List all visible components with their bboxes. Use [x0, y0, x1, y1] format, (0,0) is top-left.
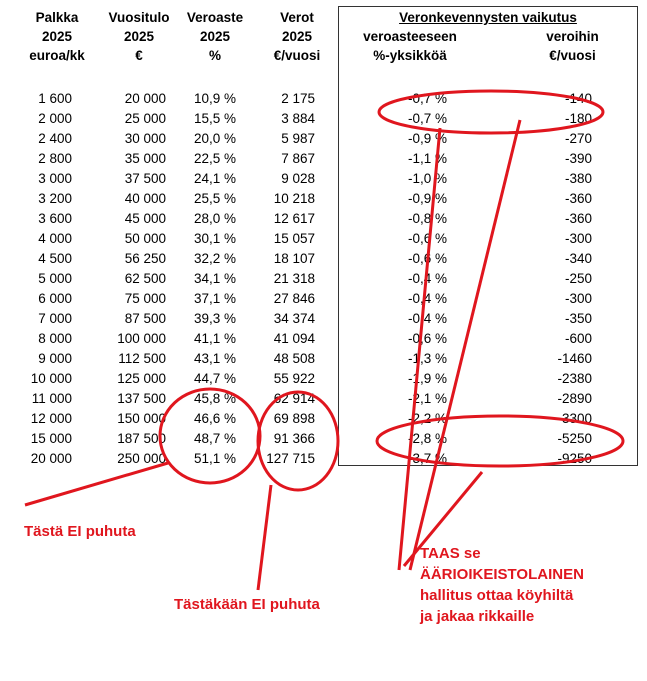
table-cell: 3 884	[281, 111, 315, 126]
table-cell: 125 000	[117, 371, 166, 386]
table-cell: -1460	[557, 351, 592, 366]
column-header: Veroaste	[186, 10, 244, 25]
table-cell: -9250	[557, 451, 592, 466]
table-cell: -0,9 %	[407, 191, 447, 206]
arrow-line-3	[399, 128, 440, 570]
table-cell: -0,4 %	[407, 271, 447, 286]
table-cell: 2 000	[38, 111, 72, 126]
table-cell: 40 000	[124, 191, 166, 206]
table-cell: 75 000	[124, 291, 166, 306]
table-cell: 56 250	[124, 251, 166, 266]
table-cell: 87 500	[124, 311, 166, 326]
table-cell: 44,7 %	[193, 371, 236, 386]
table-cell: 25 000	[124, 111, 166, 126]
table-cell: 187 500	[117, 431, 166, 446]
table-cell: 91 366	[273, 431, 315, 446]
table-cell: 21 318	[273, 271, 315, 286]
table-cell: -0,7 %	[407, 111, 447, 126]
table-cell: 24,1 %	[193, 171, 236, 186]
table-cell: -300	[564, 291, 592, 306]
column-header: 2025	[123, 29, 155, 44]
column-header: 2025	[41, 29, 73, 44]
table-cell: 2 400	[38, 131, 72, 146]
table-cell: 48,7 %	[193, 431, 236, 446]
table-cell: 62 500	[124, 271, 166, 286]
table-cell: 46,6 %	[193, 411, 236, 426]
table-cell: 55 922	[273, 371, 315, 386]
box-column-header: veroasteeseen	[363, 29, 457, 44]
table-cell: -270	[564, 131, 592, 146]
table-cell: -0,7 %	[407, 91, 447, 106]
table-cell: -300	[564, 231, 592, 246]
column-header: €	[135, 48, 143, 63]
table-cell: 100 000	[117, 331, 166, 346]
table-cell: -380	[564, 171, 592, 186]
table-cell: 11 000	[31, 391, 72, 406]
table-cell: 15 057	[273, 231, 315, 246]
table-cell: -1,0 %	[407, 171, 447, 186]
table-cell: 2 175	[281, 91, 315, 106]
annotation-not-discussed: Tästä EI puhuta	[24, 523, 136, 540]
table-cell: -3,7 %	[407, 451, 447, 466]
table-cell: 7 000	[38, 311, 72, 326]
table-cell: -5250	[557, 431, 592, 446]
table-cell: 15 000	[30, 431, 72, 446]
table-cell: 32,2 %	[193, 251, 236, 266]
annotation-line: hallitus ottaa köyhiltä	[420, 587, 574, 604]
table-cell: 51,1 %	[193, 451, 236, 466]
table-cell: 45 000	[124, 211, 166, 226]
table-cell: 4 500	[38, 251, 72, 266]
table-cell: 9 028	[281, 171, 315, 186]
table-cell: 20 000	[124, 91, 166, 106]
table-cell: 45,8 %	[193, 391, 236, 406]
table-cell: 41,1 %	[193, 331, 236, 346]
table-cell: 250 000	[117, 451, 166, 466]
table-cell: -2,2 %	[407, 411, 447, 426]
table-cell: -390	[564, 151, 592, 166]
table-cell: -360	[564, 191, 592, 206]
table-cell: 22,5 %	[193, 151, 236, 166]
table-cell: -140	[564, 91, 592, 106]
table-cell: 34 374	[273, 311, 315, 326]
table-cell: -0,6 %	[407, 231, 447, 246]
table-cell: 127 715	[266, 451, 315, 466]
table-cell: 4 000	[38, 231, 72, 246]
table-cell: -0,8 %	[407, 211, 447, 226]
table-cell: -600	[564, 331, 592, 346]
circle-verot-high	[258, 392, 338, 490]
annotation-not-discussed-either: Tästäkään EI puhuta	[174, 596, 320, 613]
column-header: euroa/kk	[29, 48, 85, 63]
table-cell: 37 500	[124, 171, 166, 186]
box-title: Veronkevennysten vaikutus	[399, 10, 577, 25]
table-cell: 137 500	[117, 391, 166, 406]
column-header: Vuositulo	[108, 10, 170, 25]
box-column-header: %-yksikköä	[373, 48, 447, 63]
table-cell: -180	[564, 111, 592, 126]
annotation-government-claim	[420, 543, 584, 627]
column-header: 2025	[199, 29, 231, 44]
column-header: Verot	[280, 10, 314, 25]
arrow-line-2	[258, 485, 271, 590]
table-cell: -2,8 %	[407, 431, 447, 446]
table-cell: 15,5 %	[193, 111, 236, 126]
table-cell: 2 800	[38, 151, 72, 166]
table-cell: 30 000	[124, 131, 166, 146]
annotation-line: ja jakaa rikkaille	[420, 608, 535, 625]
table-cell: 5 987	[281, 131, 315, 146]
table-cell: 35 000	[124, 151, 166, 166]
column-header: Palkka	[35, 10, 79, 25]
table-cell: 3 200	[38, 191, 72, 206]
box-column-header: €/vuosi	[549, 48, 596, 63]
circle-rows-1-2	[379, 91, 603, 133]
table-cell: 34,1 %	[193, 271, 236, 286]
column-header: 2025	[281, 29, 313, 44]
table-cell: 69 898	[273, 411, 315, 426]
table-cell: -1,9 %	[407, 371, 447, 386]
table-cell: 41 094	[273, 331, 315, 346]
table-cell: -3300	[557, 411, 592, 426]
arrow-line-1	[25, 463, 168, 505]
arrow-line-4	[410, 120, 520, 570]
table-cell: 5 000	[38, 271, 72, 286]
table-cell: 10 000	[30, 371, 72, 386]
table-cell: 43,1 %	[193, 351, 236, 366]
column-header: %	[208, 48, 221, 63]
table-cell: -0,6 %	[407, 331, 447, 346]
table-cell: -1,3 %	[407, 351, 447, 366]
circle-veroaste-high	[160, 389, 260, 483]
table-cell: -0,4 %	[407, 291, 447, 306]
table-cell: 7 867	[281, 151, 315, 166]
table-cell: 9 000	[38, 351, 72, 366]
table-cell: 8 000	[38, 331, 72, 346]
table-cell: 10 218	[273, 191, 315, 206]
table-cell: -250	[564, 271, 592, 286]
table-cell: 48 508	[273, 351, 315, 366]
table-cell: 25,5 %	[193, 191, 236, 206]
table-cell: 3 600	[38, 211, 72, 226]
table-cell: 20 000	[30, 451, 72, 466]
table-cell: -0,6 %	[407, 251, 447, 266]
table-cell: 28,0 %	[193, 211, 236, 226]
table-cell: 12 000	[30, 411, 72, 426]
table-cell: -2890	[557, 391, 592, 406]
table-cell: 3 000	[38, 171, 72, 186]
box-column-header: veroihin	[546, 29, 599, 44]
table-cell: -360	[564, 211, 592, 226]
table-cell: 112 500	[118, 351, 166, 366]
table-cell: -2380	[557, 371, 592, 386]
table-cell: 1 600	[38, 91, 72, 106]
table-cell: 62 914	[273, 391, 315, 406]
table-cell: 10,9 %	[193, 91, 236, 106]
table-cell: -0,4 %	[407, 311, 447, 326]
table-cell: -0,9 %	[407, 131, 447, 146]
table-cell: -350	[564, 311, 592, 326]
table-cell: -2,1 %	[407, 391, 447, 406]
table-cell: 39,3 %	[193, 311, 236, 326]
annotation-line: TAAS se	[420, 545, 481, 562]
table-cell: 20,0 %	[193, 131, 236, 146]
column-header: €/vuosi	[273, 48, 321, 63]
table-cell: 27 846	[273, 291, 315, 306]
table-cell: 150 000	[117, 411, 166, 426]
table-cell: 6 000	[38, 291, 72, 306]
table-cell: -340	[564, 251, 592, 266]
table-cell: 50 000	[124, 231, 166, 246]
table-cell: 18 107	[273, 251, 315, 266]
table-cell: 12 617	[273, 211, 315, 226]
annotation-line: ÄÄRIOIKEISTOLAINEN	[420, 566, 584, 583]
table-cell: -1,1 %	[407, 151, 447, 166]
table-cell: 30,1 %	[193, 231, 236, 246]
table-cell: 37,1 %	[193, 291, 236, 306]
